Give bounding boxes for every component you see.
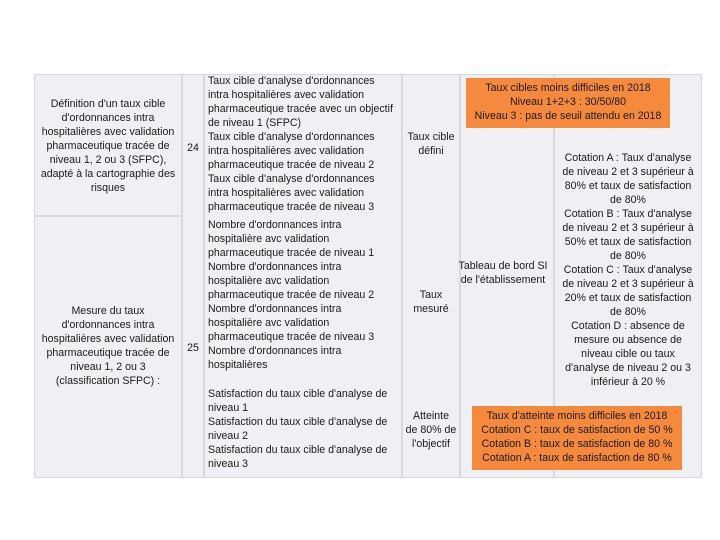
callout-bottom: Taux d'atteinte moins difficiles en 2018 Cotation C : taux de satisfaction de 50 % Cotation B : taux de satisfaction de 80 % Cotation A : taux de satisfaction de 80 % [472, 406, 682, 470]
row25-number: 25 [187, 342, 199, 354]
cotation-list: Cotation A : Taux d'analyse de niveau 2 et 3 supérieur à 80% et taux de satisfaction de 80% Cotation B : Taux d'analyse de niveau 2 et 3 supérieur à 50% et taux de satisfaction de 80% Cotation C : Taux d'analyse de niveau 2 et 3 supérieur à 20% et taux de satisfaction de 80% Cotation D : absence de mesure ou absence de niveau cible ou taux d'analyse de niveau 2 ou 3 inférieur à 20 % [562, 152, 694, 388]
row24-number: 24 [187, 142, 199, 154]
row25-definition: Mesure du taux d'ordonnances intra hospitalières avec validation pharmaceutique tracée de niveau 1, 2 ou 3 (classification SFPC) : [41, 305, 175, 387]
row25-indicators: Nombre d'ordonnances intra hospitalière avc validation pharmaceutique tracée de niveau 1 Nombre d'ordonnances intra hospitalière avc validation pharmaceutique tracée de niveau 2 Nombre d'ordonnances intra hospitalière avc validation pharmaceutique tracée de niveau 3 Nombre d'ordonnances intra hospitalières [208, 219, 375, 371]
row25-type: Taux mesuré [413, 289, 449, 315]
row25-satisfaction: Satisfaction du taux cible d'analyse de niveau 1 Satisfaction du taux cible d'analyse de niveau 2 Satisfaction du taux cible d'analyse de niveau 3 [208, 388, 388, 470]
callout-top: Taux cibles moins difficiles en 2018 Niveau 1+2+3 : 30/50/80 Niveau 3 : pas de seuil attendu en 2018 [466, 78, 670, 128]
data-source: Tableau de bord SI de l'établissement [458, 260, 548, 286]
row24-type: Taux cible défini [407, 131, 455, 157]
row24-definition: Définition d'un taux cible d'ordonnances intra hospitalières avec validation pharmaceutique tracée de niveau 1, 2 ou 3 (SFPC), adapté à la cartographie des risques [40, 98, 176, 194]
row24-indicators: Taux cible d'analyse d'ordonnances intra hospitalières avec validation pharmaceutique tracée avec un objectif de niveau 1 (SFPC) Taux cible d'analyse d'ordonnances intra hospitalières avec validation pharmaceutique tracée de niveau 2 Taux cible d'analyse d'ordonnances intra hospitalières avec validation pharmaceutique tracée de niveau 3 [208, 75, 393, 213]
row25-satisfaction-type: Atteinte de 80% de l'objectif [405, 410, 457, 450]
number-column [182, 74, 204, 478]
